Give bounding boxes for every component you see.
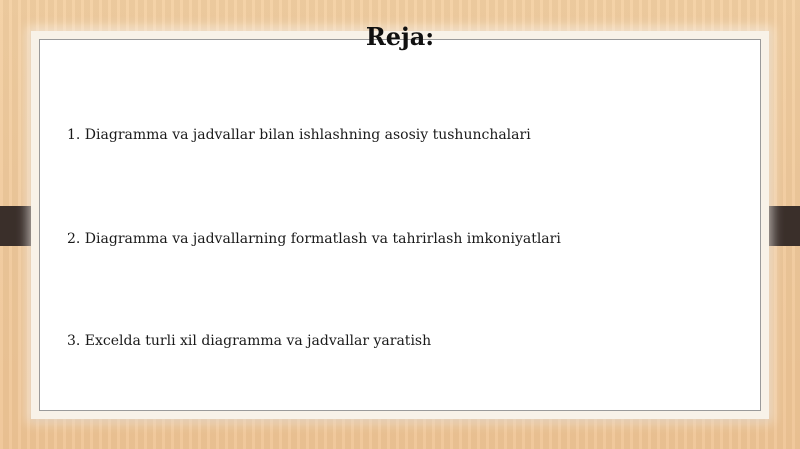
- plan-item-2: 2. Diagramma va jadvallarning formatlash va tahrirlash imkoniyatlari: [67, 231, 561, 247]
- plan-item-3: 3. Excelda turli xil diagramma va jadvallar yaratish: [67, 333, 432, 349]
- slide-content-area: [39, 39, 761, 411]
- slide-card: [31, 31, 769, 419]
- slide-title: Reja:: [365, 22, 435, 51]
- plan-item-1: 1. Diagramma va jadvallar bilan ishlashning asosiy tushunchalari: [67, 127, 531, 143]
